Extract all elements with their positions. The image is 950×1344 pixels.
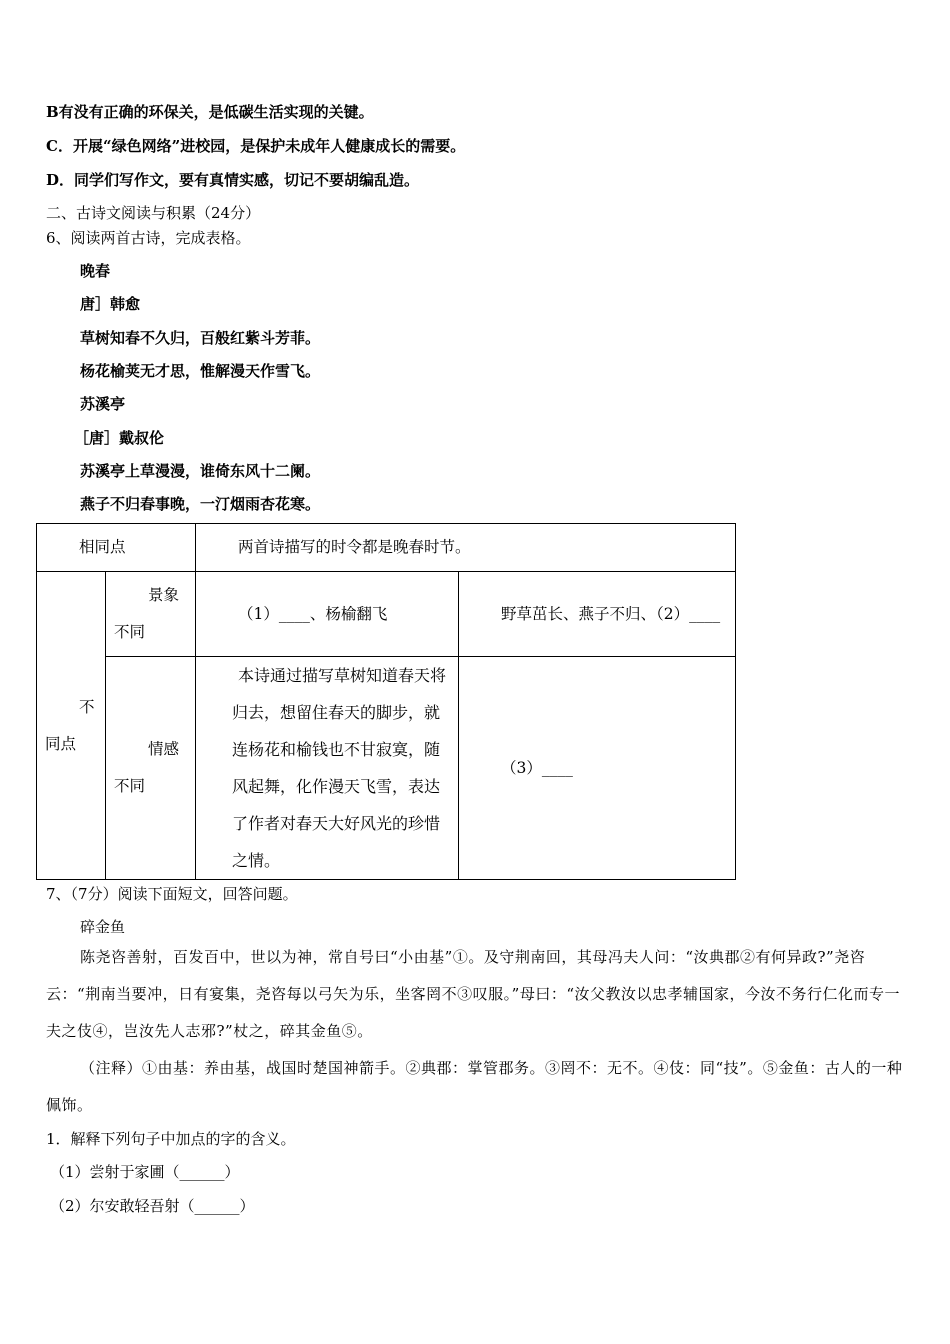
q7-sub1: 1．解释下列句子中加点的字的含义。 xyxy=(46,1130,296,1148)
scene-1-text: （1）____、杨榆翻飞 xyxy=(237,604,388,623)
q7-title: 碎金鱼 xyxy=(80,918,126,936)
q6-prompt: 6、阅读两首古诗，完成表格。 xyxy=(46,229,251,247)
emotion-cell-1 xyxy=(195,657,458,880)
poem1-author: 唐］韩愈 xyxy=(80,295,141,313)
same-value: 两首诗描写的时令都是晚春时节。 xyxy=(195,524,735,572)
q7-sub1-b[interactable]: （2）尔安敢轻吾射（______） xyxy=(50,1197,255,1215)
poem2-title: 苏溪亭 xyxy=(80,395,126,413)
same-label: 相同点 xyxy=(37,524,196,572)
q7-note: （注释）①由基：养由基，战国时楚国神箭手。②典郡：掌管郡务。③罔不：无不。④伎：同“技”。⑤金鱼：古人的一种佩饰。 xyxy=(46,1059,903,1114)
q7-para1: 陈尧咨善射，百发百中，世以为神，常自号曰“小由基”①。及守荆南回，其母冯夫人问：“汝典郡②有何异政?”尧咨云：“荆南当要冲，日有宴集，尧咨每以弓矢为乐，坐客罔不③叹服。”母曰：“汝父教汝以忠孝辅国家，今汝不务行仁化而专一夫之伎④，岂汝先人志邪?”杖之，碎其金鱼⑤。 xyxy=(46,948,901,1040)
option-b: B有没有正确的环保关，是低碳生活实现的关键。 xyxy=(46,103,374,121)
scene-cell-1[interactable] xyxy=(195,572,458,657)
poem1-line1: 草树知春不久归，百般红紫斗芳菲。 xyxy=(80,329,321,347)
scene-cell-2[interactable] xyxy=(459,572,736,657)
option-c: C．开展“绿色网络”进校园，是保护未成年人健康成长的需要。 xyxy=(46,137,466,155)
poem1-title: 晚春 xyxy=(80,262,111,280)
poem2-line1: 苏溪亭上草漫漫，谁倚东风十二阑。 xyxy=(80,462,321,480)
comparison-table xyxy=(36,523,736,880)
q7-sub1-a[interactable]: （1）尝射于家圃（______） xyxy=(50,1163,240,1181)
emotion-cell-2[interactable] xyxy=(459,657,736,880)
scene-2-text: 野草茁长、燕子不归、（2）____ xyxy=(501,604,721,623)
poem2-author: ［唐］戴叔伦 xyxy=(74,429,165,447)
q7-passage xyxy=(46,939,908,1124)
emotion-2-text: （3）____ xyxy=(501,758,573,777)
poem2-line2: 燕子不归春事晚，一汀烟雨杏花寒。 xyxy=(80,495,321,513)
emotion-label: 情感不同 xyxy=(106,657,196,880)
scene-label: 景象不同 xyxy=(106,572,196,657)
emotion-1-text: 本诗通过描写草树知道春天将归去，想留住春天的脚步，就连杨花和榆钱也不甘寂寞，随风起舞，化作漫天飞雪，表达了作者对春天大好风光的珍惜之情。 xyxy=(231,666,446,870)
diff-label: 不同点 xyxy=(37,572,106,880)
q7-prompt: 7、（7分）阅读下面短文，回答问题。 xyxy=(46,885,298,903)
section-title: 二、古诗文阅读与积累（24分） xyxy=(46,204,261,222)
poem1-line2: 杨花榆荚无才思，惟解漫天作雪飞。 xyxy=(80,362,321,380)
option-d: D．同学们写作文，要有真情实感，切记不要胡编乱造。 xyxy=(46,171,420,189)
